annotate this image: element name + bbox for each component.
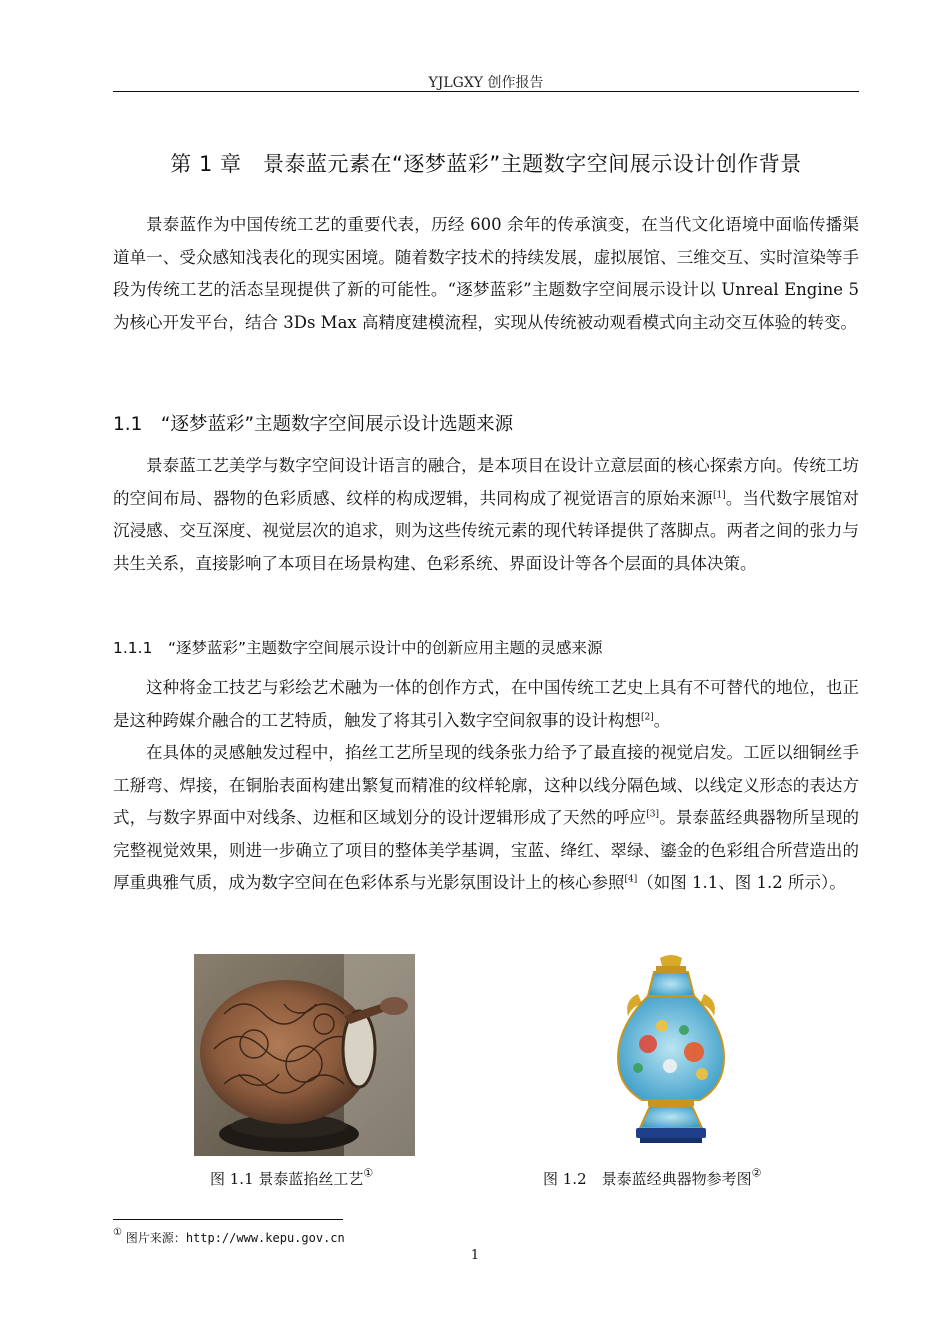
figure-1-2-caption [543, 1168, 762, 1189]
footnote-label: 图片来源： [125, 1231, 186, 1245]
paragraph-text: 在具体的灵感触发过程中，掐丝工艺所呈现的线条张力给予了最直接的视觉启发。工匠以细铜丝手工掰弯、焊接，在铜胎表面构建出繁复而精准的纹样轮廓，这种以线分隔色域、以线定义形态的表达方式，与数字界面中对线条、边框和区域划分的设计逻辑形成了天然的呼应 [113, 743, 859, 827]
section-1-1-body [113, 450, 859, 580]
footnote-url: http://www.kepu.gov.cn [185, 1231, 345, 1245]
header-rule [113, 91, 859, 92]
paragraph-text: 。当代数字展馆对沉浸感、交互深度、视觉层次的追求，则为这些传统元素的现代转译提供了落脚点。两者之间的张力与共生关系，直接影响了本项目在场景构建、色彩系统、界面设计等各个层面的具体决策。 [113, 488, 860, 573]
citation-ref: [3] [646, 809, 660, 820]
section-1-1-heading: 1.1 “逐梦蓝彩”主题数字空间展示设计选题来源 [113, 414, 514, 435]
footnote [113, 1229, 345, 1246]
paragraph-text: 。景泰蓝经典器物所呈现的完整视觉效果，则进一步确立了项目的整体美学基调，宝蓝、绛红、翠绿、鎏金的色彩组合所营造出的厚重典雅气质，成为数字空间在色彩体系与光影氛围设计上的核心参照 [113, 808, 860, 892]
intro-block [113, 209, 859, 339]
citation-ref: [2] [641, 712, 654, 723]
section-1-1-paragraph [113, 450, 859, 580]
chapter-title: 第 1 章 景泰蓝元素在“逐梦蓝彩”主题数字空间展示设计创作背景 [170, 152, 802, 176]
section-1-1-1-paragraph-2 [113, 737, 859, 900]
footnote-rule [113, 1219, 343, 1220]
cloisonne-vase-image [598, 954, 744, 1144]
footnote-ref: ② [751, 1166, 762, 1180]
caption-text: 图 1.1 景泰蓝掐丝工艺 [210, 1170, 364, 1188]
paragraph-text: 这种将金工技艺与彩绘艺术融为一体的创作方式，在中国传统工艺史上具有不可替代的地位，也正是这种跨媒介融合的工艺特质，触发了将其引入数字空间叙事的设计构想 [113, 678, 859, 730]
paragraph-text: 景泰蓝工艺美学与数字空间设计语言的融合，是本项目在设计立意层面的核心探索方向。传统工坊的空间布局、器物的色彩质感、纹样的构成逻辑，共同构成了视觉语言的原始来源 [113, 456, 859, 508]
paragraph-text: （如图 1.1、图 1.2 所示）。 [637, 873, 846, 892]
page-number: 1 [470, 1248, 480, 1263]
section-1-1-1-heading: 1.1.1 “逐梦蓝彩”主题数字空间展示设计中的创新应用主题的灵感来源 [113, 639, 603, 657]
figure-1-1-caption [210, 1168, 373, 1189]
filigree-craft-photo [194, 954, 415, 1156]
footnote-ref: ① [363, 1166, 374, 1180]
running-header: YJLGXY 创作报告 [428, 75, 544, 91]
section-1-1-1-body [113, 672, 859, 900]
caption-text: 图 1.2 景泰蓝经典器物参考图 [543, 1170, 752, 1188]
paragraph-text: 。 [653, 710, 671, 730]
citation-ref: [1] [712, 490, 726, 501]
intro-paragraph: 景泰蓝作为中国传统工艺的重要代表，历经 600 余年的传承演变，在当代文化语境中面临传播渠道单一、受众感知浅表化的现实困境。随着数字技术的持续发展，虚拟展馆、三维交互、实时渲染等手段为传统工艺的活态呈现提供了新的可能性。“逐梦蓝彩”主题数字空间展示设计以 Unreal Engine 5 为核心开发平台，结合 3Ds Max 高精度建模流程，实现从传统被动观看模式向主动交互体验的转变。 [113, 215, 859, 332]
citation-ref: [4] [624, 874, 638, 885]
section-1-1-1-paragraph-1 [113, 672, 859, 737]
footnote-marker: ① [113, 1227, 122, 1238]
